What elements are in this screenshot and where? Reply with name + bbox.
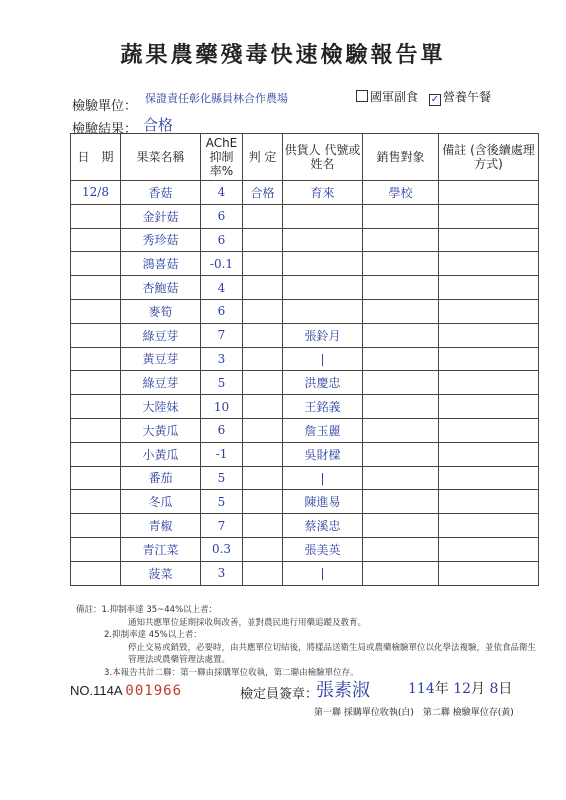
cell-remarks xyxy=(439,299,539,323)
cell-ache: 0.3 xyxy=(201,537,243,561)
cell-judgement xyxy=(243,418,283,442)
sign-date xyxy=(408,678,512,698)
cell-judgement xyxy=(243,204,283,228)
cell-supplier: 育來 xyxy=(283,181,363,205)
cell-date xyxy=(71,514,121,538)
sign-year: 114 xyxy=(408,681,435,697)
note-line: 通知共應單位延期採收與改善，並對農民進行用藥追蹤及教育。 xyxy=(128,617,367,628)
cell-produce: 鴻喜菇 xyxy=(121,252,201,276)
table-row xyxy=(71,466,539,490)
cell-produce: 黃豆芽 xyxy=(121,347,201,371)
cell-supplier: 王銘義 xyxy=(283,395,363,419)
note-line: 備註：1.抑制率達 35~44%以上者： xyxy=(76,605,218,615)
cell-judgement xyxy=(243,299,283,323)
cell-judgement xyxy=(243,347,283,371)
cell-buyer xyxy=(363,252,439,276)
cell-supplier: 張鈴月 xyxy=(283,323,363,347)
cell-judgement xyxy=(243,466,283,490)
cell-ache: 5 xyxy=(201,490,243,514)
month-unit: 月 xyxy=(471,681,486,697)
cell-date xyxy=(71,228,121,252)
unit-value: 保證責任彰化縣員林合作農場 xyxy=(145,92,288,105)
table-row xyxy=(71,514,539,538)
cell-ache: 6 xyxy=(201,299,243,323)
table-row xyxy=(71,347,539,371)
table-row xyxy=(71,181,539,205)
cell-buyer xyxy=(363,347,439,371)
table-row xyxy=(71,490,539,514)
table-row xyxy=(71,537,539,561)
cell-remarks xyxy=(439,181,539,205)
signer-label: 檢定員簽章： xyxy=(240,687,319,702)
cell-buyer xyxy=(363,514,439,538)
cell-date: 12/8 xyxy=(71,181,121,205)
cell-remarks xyxy=(439,514,539,538)
cell-judgement xyxy=(243,490,283,514)
table-row xyxy=(71,395,539,419)
sign-day: 8 xyxy=(489,681,499,697)
cell-date xyxy=(71,347,121,371)
cell-buyer xyxy=(363,299,439,323)
cell-ache: 5 xyxy=(201,371,243,395)
cell-ache: 4 xyxy=(201,181,243,205)
table-row xyxy=(71,228,539,252)
cell-produce: 大黃瓜 xyxy=(121,418,201,442)
cell-buyer xyxy=(363,228,439,252)
cell-buyer xyxy=(363,561,439,585)
cell-produce: 金針菇 xyxy=(121,204,201,228)
header-supplier: 供貨人 代號或姓名 xyxy=(283,134,363,181)
cell-produce: 秀珍菇 xyxy=(121,228,201,252)
cell-judgement xyxy=(243,276,283,300)
note-line: 停止交易或銷毀，必要時，由共應單位切結後，將樣品送衛生局或農藥檢驗單位以化學法複驗，並依食品衛生 xyxy=(128,642,537,653)
military-label: 國軍副食 xyxy=(370,90,419,104)
cell-ache: 7 xyxy=(201,514,243,538)
table-row xyxy=(71,323,539,347)
table-row xyxy=(71,418,539,442)
year-unit: 年 xyxy=(434,681,449,697)
cell-supplier: 吳財樑 xyxy=(283,442,363,466)
cell-date xyxy=(71,395,121,419)
cell-date xyxy=(71,252,121,276)
table-row xyxy=(71,276,539,300)
note-line: 3.本報告共計二聯：第一聯由採購單位收執，第二聯由檢驗單位存。 xyxy=(104,667,359,678)
cell-supplier: | xyxy=(283,466,363,490)
cell-produce: 綠豆芽 xyxy=(121,371,201,395)
notes-block xyxy=(76,604,536,679)
cell-remarks xyxy=(439,466,539,490)
cell-date xyxy=(71,561,121,585)
cell-supplier: 陳進易 xyxy=(283,490,363,514)
cell-remarks xyxy=(439,418,539,442)
cell-judgement xyxy=(243,228,283,252)
cell-remarks xyxy=(439,395,539,419)
cell-produce: 杏鮑菇 xyxy=(121,276,201,300)
military-checkbox xyxy=(356,90,368,102)
cell-ache: 3 xyxy=(201,561,243,585)
cell-remarks xyxy=(439,276,539,300)
cell-judgement xyxy=(243,514,283,538)
copies-note: 第一聯 採購單位收執(白) 第二聯 檢驗單位存(黃) xyxy=(314,708,514,718)
serial-number: 001966 xyxy=(125,683,182,699)
inspection-table xyxy=(70,133,539,586)
cell-produce: 青椒 xyxy=(121,514,201,538)
cell-judgement xyxy=(243,537,283,561)
cell-produce: 菠菜 xyxy=(121,561,201,585)
table-row xyxy=(71,252,539,276)
cell-supplier xyxy=(283,276,363,300)
option-military xyxy=(356,88,418,105)
cell-ache: 10 xyxy=(201,395,243,419)
table-row xyxy=(71,561,539,585)
header-judgement: 判 定 xyxy=(243,134,283,181)
cell-date xyxy=(71,299,121,323)
table-row xyxy=(71,442,539,466)
cell-ache: -1 xyxy=(201,442,243,466)
cell-supplier: 詹玉麗 xyxy=(283,418,363,442)
cell-remarks xyxy=(439,347,539,371)
cell-remarks xyxy=(439,228,539,252)
cell-judgement xyxy=(243,442,283,466)
result-label: 檢驗結果： xyxy=(72,122,138,137)
cell-buyer xyxy=(363,204,439,228)
nutrition-checkbox xyxy=(429,94,441,106)
cell-supplier: | xyxy=(283,347,363,371)
cell-produce: 香菇 xyxy=(121,181,201,205)
cell-date xyxy=(71,466,121,490)
cell-supplier xyxy=(283,252,363,276)
nutrition-label: 營養午餐 xyxy=(443,90,492,104)
cell-remarks xyxy=(439,561,539,585)
cell-buyer xyxy=(363,418,439,442)
cell-produce: 番茄 xyxy=(121,466,201,490)
cell-judgement xyxy=(243,395,283,419)
cell-produce: 綠豆芽 xyxy=(121,323,201,347)
table-header-row xyxy=(71,134,539,181)
cell-date xyxy=(71,371,121,395)
unit-label: 檢驗單位： xyxy=(72,99,138,114)
check-mark-icon: ✓ xyxy=(430,94,440,105)
cell-produce: 冬瓜 xyxy=(121,490,201,514)
form-number xyxy=(70,683,182,699)
sign-month: 12 xyxy=(453,681,472,697)
cell-produce: 小黃瓜 xyxy=(121,442,201,466)
cell-buyer xyxy=(363,442,439,466)
result-value: 合格 xyxy=(143,116,174,134)
header-remarks: 備註 (含後續處理方式) xyxy=(439,134,539,181)
cell-date xyxy=(71,323,121,347)
cell-ache: 3 xyxy=(201,347,243,371)
cell-supplier xyxy=(283,204,363,228)
cell-ache: 6 xyxy=(201,204,243,228)
cell-remarks xyxy=(439,442,539,466)
table-row xyxy=(71,204,539,228)
cell-ache: 7 xyxy=(201,323,243,347)
cell-date xyxy=(71,418,121,442)
cell-judgement xyxy=(243,561,283,585)
cell-supplier: 蔡溪忠 xyxy=(283,514,363,538)
cell-date xyxy=(71,204,121,228)
cell-buyer xyxy=(363,371,439,395)
cell-remarks xyxy=(439,537,539,561)
cell-produce: 大陸妹 xyxy=(121,395,201,419)
cell-supplier xyxy=(283,228,363,252)
header-date: 日 期 xyxy=(71,134,121,181)
report-title: 蔬果農藥殘毒快速檢驗報告單 xyxy=(120,43,446,68)
header-buyer: 銷售對象 xyxy=(363,134,439,181)
cell-buyer xyxy=(363,537,439,561)
day-unit: 日 xyxy=(498,681,513,697)
cell-produce: 麥筍 xyxy=(121,299,201,323)
cell-remarks xyxy=(439,204,539,228)
cell-judgement xyxy=(243,252,283,276)
cell-supplier: 洪慶忠 xyxy=(283,371,363,395)
cell-remarks xyxy=(439,371,539,395)
cell-buyer xyxy=(363,323,439,347)
cell-ache: 6 xyxy=(201,228,243,252)
option-nutrition xyxy=(429,88,491,106)
cell-ache: -0.1 xyxy=(201,252,243,276)
cell-ache: 6 xyxy=(201,418,243,442)
cell-supplier xyxy=(283,299,363,323)
header-produce: 果菜名稱 xyxy=(121,134,201,181)
cell-buyer: 學校 xyxy=(363,181,439,205)
cell-supplier: 張美英 xyxy=(283,537,363,561)
cell-produce: 青江菜 xyxy=(121,537,201,561)
cell-ache: 5 xyxy=(201,466,243,490)
table-row xyxy=(71,299,539,323)
header-ache: AChE 抑制率% xyxy=(201,134,243,181)
cell-date xyxy=(71,442,121,466)
cell-ache: 4 xyxy=(201,276,243,300)
cell-remarks xyxy=(439,252,539,276)
cell-remarks xyxy=(439,323,539,347)
table-row xyxy=(71,371,539,395)
signature: 張素淑 xyxy=(316,680,370,701)
cell-judgement: 合格 xyxy=(243,181,283,205)
cell-supplier: | xyxy=(283,561,363,585)
form-number-label: NO.114A xyxy=(70,683,122,698)
cell-remarks xyxy=(439,490,539,514)
cell-date xyxy=(71,490,121,514)
cell-date xyxy=(71,276,121,300)
cell-buyer xyxy=(363,466,439,490)
cell-judgement xyxy=(243,323,283,347)
note-line: 管理法或農藥管理法處置。 xyxy=(128,655,231,665)
cell-date xyxy=(71,537,121,561)
cell-buyer xyxy=(363,276,439,300)
cell-judgement xyxy=(243,371,283,395)
cell-buyer xyxy=(363,490,439,514)
cell-buyer xyxy=(363,395,439,419)
note-line: 2.抑制率達 45%以上者： xyxy=(104,630,202,640)
